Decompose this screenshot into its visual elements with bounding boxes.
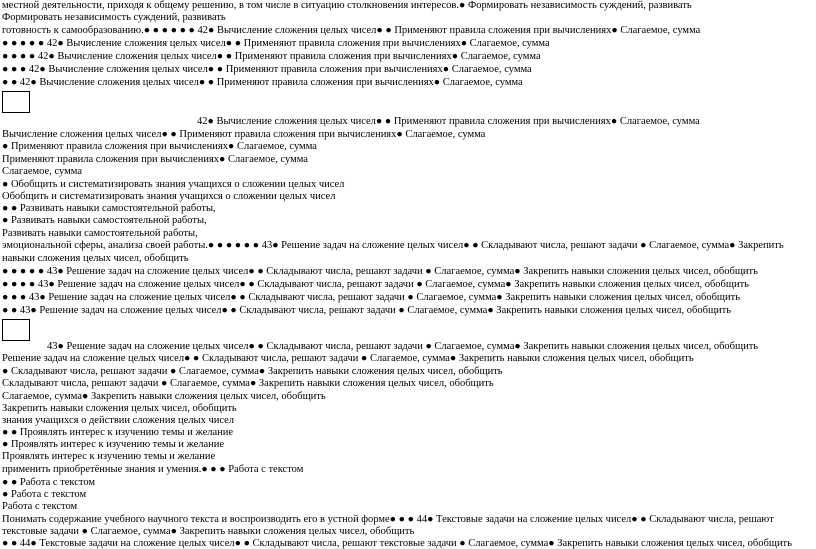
text-line: ● Развивать навыки самостоятельной работы, bbox=[2, 215, 207, 226]
text-line: ● ● ● ● 42● Вычисление сложения целых чисел● ● Применяют правила сложения при вычислениях● Слагаемое, сумма bbox=[2, 51, 541, 62]
text-line: ● Обобщить и систематизировать знания учащихся о сложении целых чисел bbox=[2, 179, 345, 190]
text-line: ● ● ● ● ● 42● Вычисление сложения целых чисел● ● Применяют правила сложения при вычислениях● Слагаемое, сумма bbox=[2, 38, 550, 49]
text-line: ● ● Проявлять интерес к изучению темы и желание bbox=[2, 427, 234, 438]
empty-box bbox=[2, 319, 30, 341]
text-line: ● ● Развивать навыки самостоятельной работы, bbox=[2, 203, 216, 214]
text-line: ● ● ● ● 43● Решение задач на сложение целых чисел● ● Складывают числа, решают задачи ● Слагаемое, сумма● Закрепить навыки сложения целых чисел, обобщить bbox=[2, 279, 749, 290]
text-line: знания учащихся о действии сложения целых чисел bbox=[2, 415, 235, 426]
text-line: ● Работа с текстом bbox=[2, 489, 87, 500]
text-line: Закрепить навыки сложения целых чисел, обобщить bbox=[2, 403, 237, 414]
text-line: Слагаемое, сумма bbox=[2, 166, 82, 177]
empty-box bbox=[2, 91, 30, 113]
text-line: ● Применяют правила сложения при вычислениях● Слагаемое, сумма bbox=[2, 141, 317, 152]
text-line: 42● Вычисление сложения целых чисел● ● Применяют правила сложения при вычислениях● Слагаемое, сумма bbox=[197, 116, 700, 127]
text-line: текстовые задачи ● Слагаемое, сумма● Закрепить навыки сложения целых чисел, обобщить bbox=[2, 526, 415, 537]
text-line: ● ● ● ● ● 43● Решение задач на сложение целых чисел● ● Складывают числа, решают задачи ● Слагаемое, сумма● Закрепить навыки сложения целых чисел, обобщить bbox=[2, 266, 758, 277]
text-line: ● ● ● 43● Решение задач на сложение целых чисел● ● Складывают числа, решают задачи ● Слагаемое, сумма● Закрепить навыки сложения целых чисел, обобщить bbox=[2, 292, 740, 303]
text-line: 43● Решение задач на сложение целых чисел● ● Складывают числа, решают задачи ● Слагаемое, сумма● Закрепить навыки сложения целых чисел, обобщить bbox=[47, 341, 759, 352]
text-line: ● Проявлять интерес к изучению темы и желание bbox=[2, 439, 225, 450]
text-line: Применяют правила сложения при вычислениях● Слагаемое, сумма bbox=[2, 154, 308, 165]
text-line: эмоциональной сферы, анализа своей работы.● ● ● ● ● ● 43● Решение задач на сложение целых чисел● ● Складывают числа, решают задачи ● Слагаемое, сумма● Закрепить bbox=[2, 240, 784, 251]
text-line: ● ● Работа с текстом bbox=[2, 477, 96, 488]
text-line: Слагаемое, сумма● Закрепить навыки сложения целых чисел, обобщить bbox=[2, 391, 326, 402]
text-line: Обобщить и систематизировать знания учащихся о сложении целых чисел bbox=[2, 191, 336, 202]
text-line: применить приобретённые знания и умения.● ● ● Работа с текстом bbox=[2, 464, 304, 475]
text-line: готовность к самообразованию.● ● ● ● ● ● 42● Вычисление сложения целых чисел● ● Применяют правила сложения при вычислениях● Слагаемое, сумма bbox=[2, 25, 701, 36]
text-line: ● ● 43● Решение задач на сложение целых чисел● ● Складывают числа, решают задачи ● Слагаемое, сумма● Закрепить навыки сложения целых чисел, обобщить bbox=[2, 305, 732, 316]
text-line: ● Складывают числа, решают задачи ● Слагаемое, сумма● Закрепить навыки сложения целых чисел, обобщить bbox=[2, 366, 503, 377]
text-line: Понимать содержание учебного научного текста и воспроизводить его в устной форме● ● ● 44● Текстовые задачи на сложение целых чисел● ● Складывают числа, решают bbox=[2, 514, 774, 525]
text-line: ● ● ● 42● Вычисление сложения целых чисел● ● Применяют правила сложения при вычислениях● Слагаемое, сумма bbox=[2, 64, 532, 75]
text-line: навыки сложения целых чисел, обобщить bbox=[2, 253, 189, 264]
text-line: Решение задач на сложение целых чисел● ● Складывают числа, решают задачи ● Слагаемое, сумма● Закрепить навыки сложения целых чисел, обобщить bbox=[2, 353, 694, 364]
text-line: Формировать независимость суждений, развивать bbox=[2, 12, 226, 23]
text-line: Складывают числа, решают задачи ● Слагаемое, сумма● Закрепить навыки сложения целых чисел, обобщить bbox=[2, 378, 494, 389]
text-line: ● ● 42● Вычисление сложения целых чисел● ● Применяют правила сложения при вычислениях● Слагаемое, сумма bbox=[2, 77, 523, 88]
text-line: местной деятельности, приходя к общему решению, в том числе в ситуацию столкновения интересов.● Формировать независимость суждений, развивать bbox=[2, 0, 692, 11]
text-line: Проявлять интерес к изучению темы и желание bbox=[2, 451, 216, 462]
text-line: Вычисление сложения целых чисел● ● Применяют правила сложения при вычислениях● Слагаемое, сумма bbox=[2, 129, 486, 140]
text-line: Развивать навыки самостоятельной работы, bbox=[2, 228, 198, 239]
text-line: ● ● 44● Текстовые задачи на сложение целых чисел● ● Складывают числа, решают текстовые задачи ● Слагаемое, сумма● Закрепить навыки сложения целых чисел, обобщить bbox=[2, 538, 792, 549]
text-line: Работа с текстом bbox=[2, 501, 78, 512]
